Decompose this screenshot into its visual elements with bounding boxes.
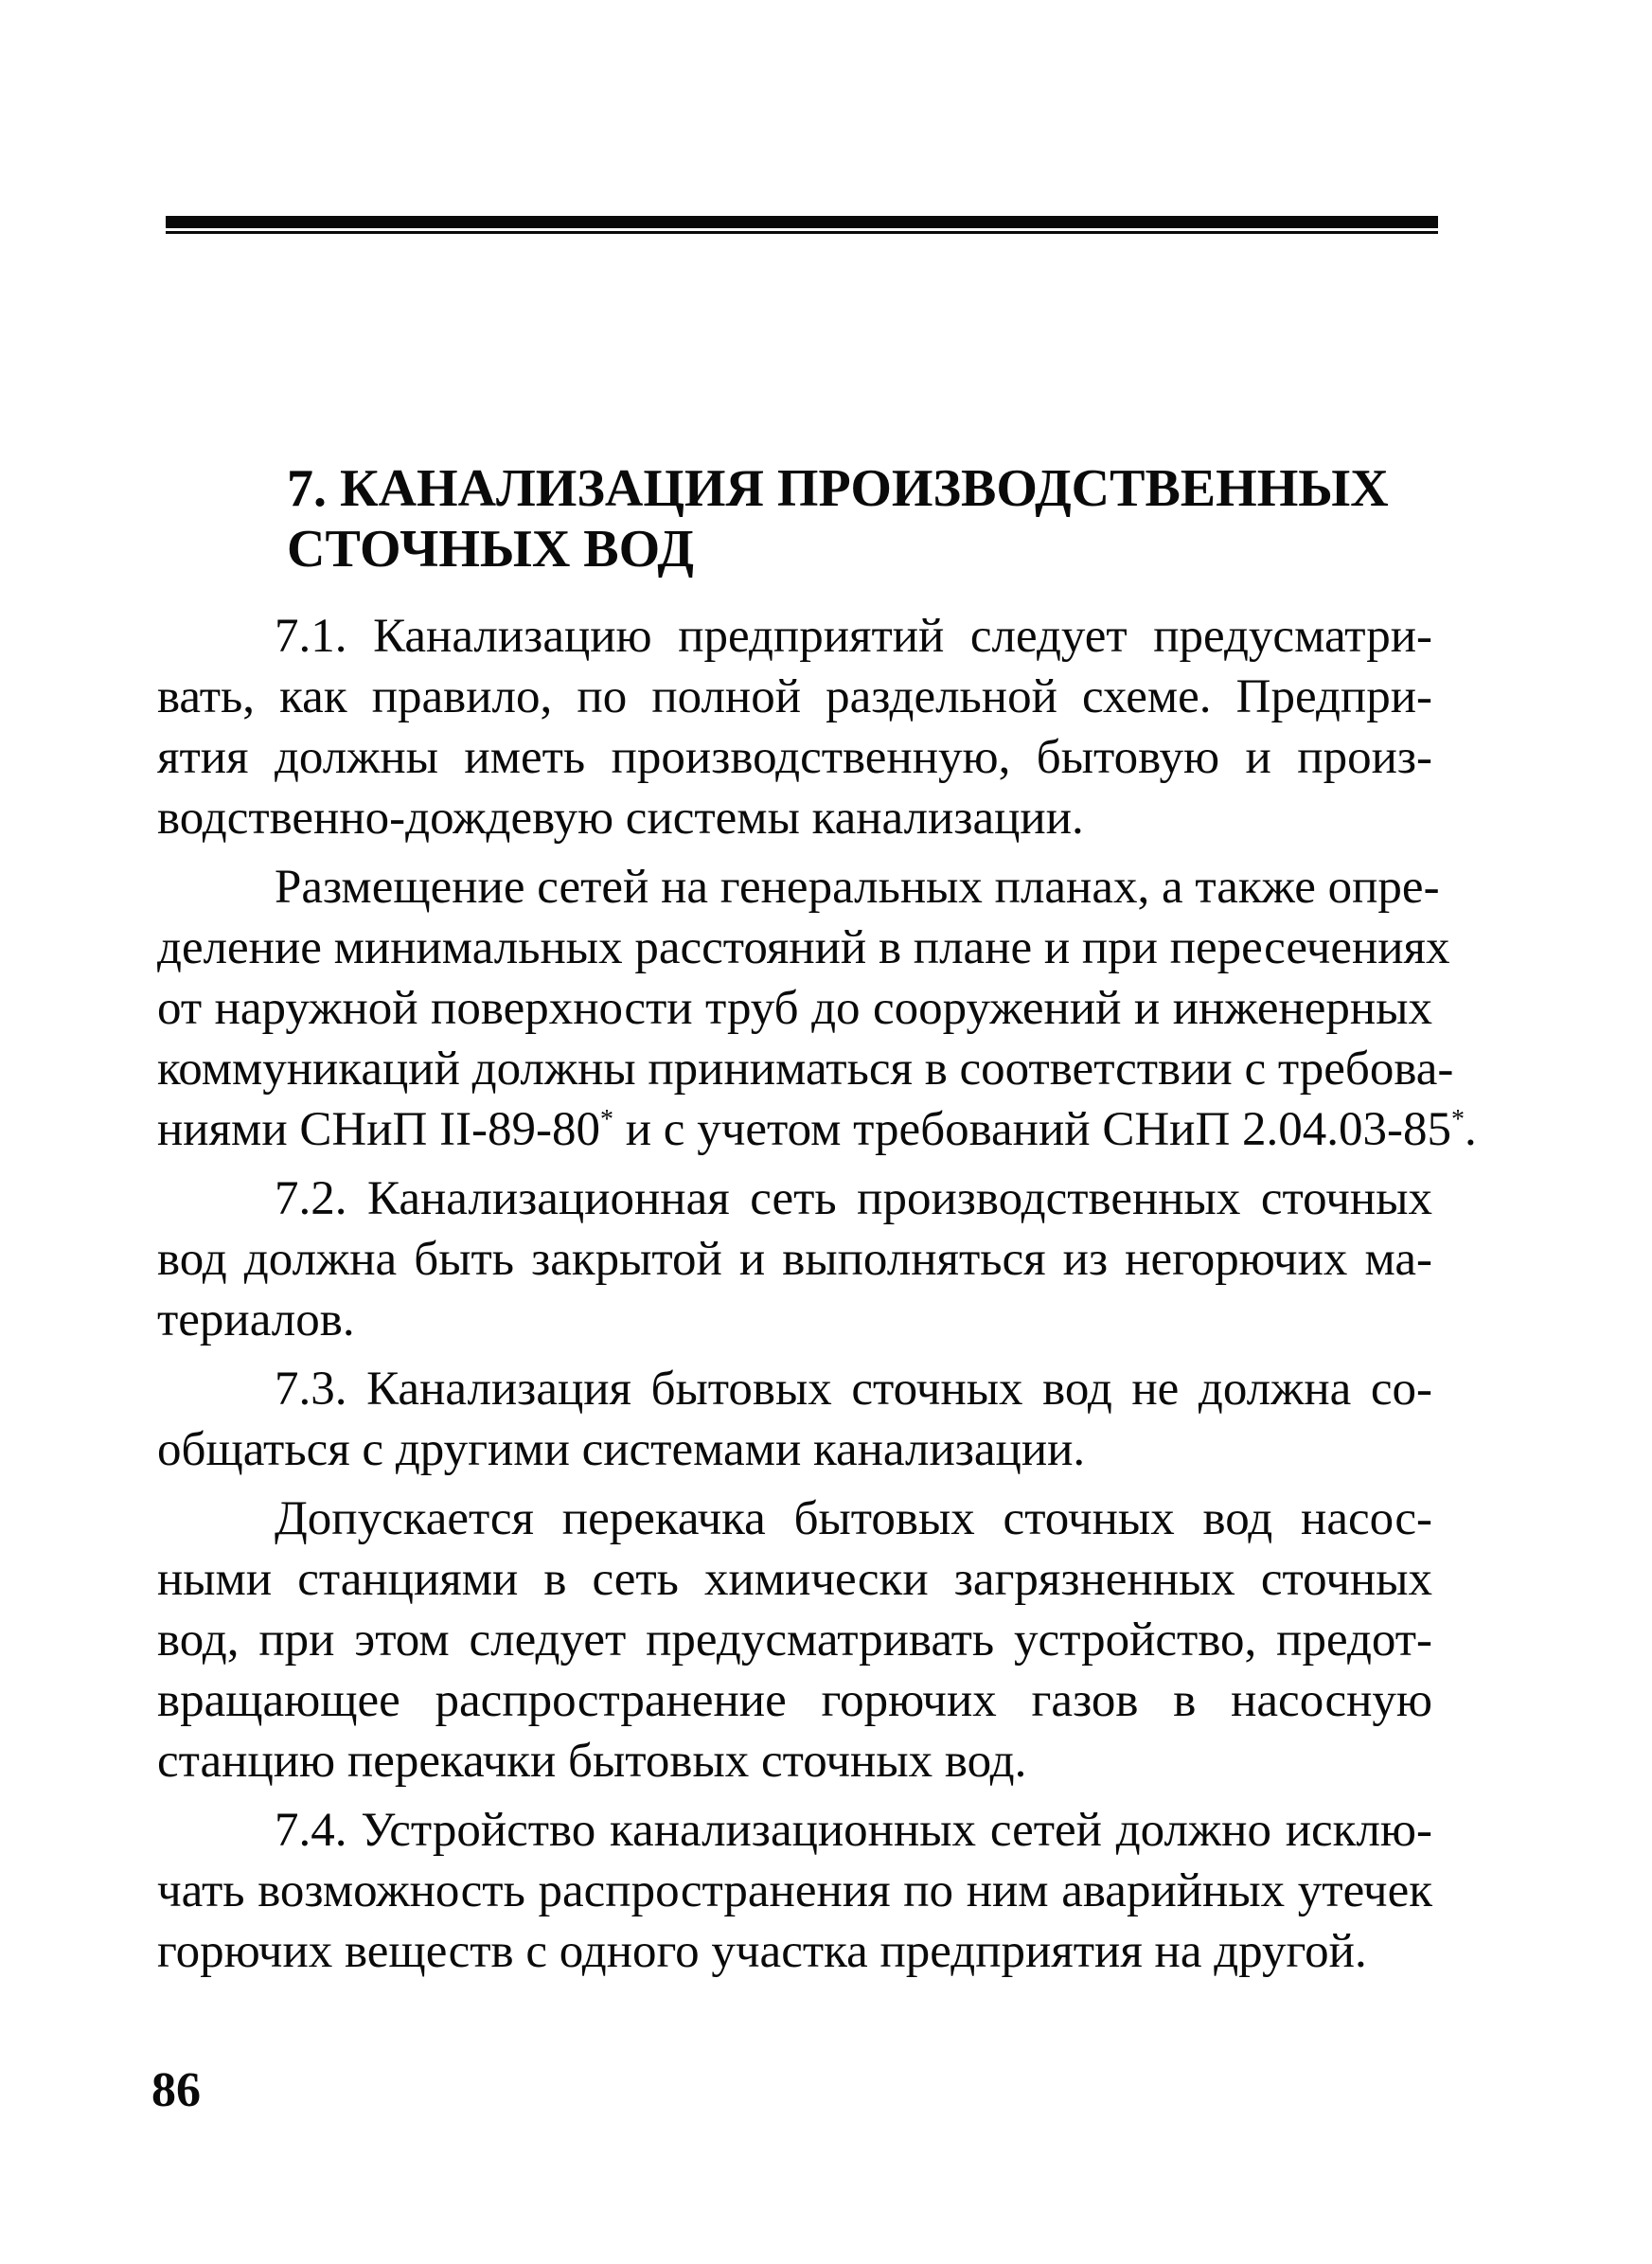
text-line: вращающее распространение горючих газов в насосную bbox=[157, 1674, 1432, 1727]
header-rule-thin bbox=[166, 231, 1438, 234]
page-number: 86 bbox=[151, 2063, 201, 2117]
text-segment: . bbox=[1465, 1103, 1477, 1156]
text-line: горючих веществ с одного участка предприятия на другой. bbox=[157, 1925, 1367, 1978]
text-line: 7.1. Канализацию предприятий следует предусматри- bbox=[275, 610, 1432, 663]
text-segment: и с учетом требований СНиП 2.04.03-85 bbox=[613, 1103, 1452, 1156]
text-line: деление минимальных расстояний в плане и при пересечениях bbox=[157, 921, 1450, 974]
paragraph-pumping bbox=[157, 1489, 1432, 1792]
text-line: Допускается перекачка бытовых сточных вод насос- bbox=[275, 1492, 1432, 1545]
body-text bbox=[157, 606, 1477, 1990]
text-line: чать возможность распространения по ним аварийных утечек bbox=[157, 1864, 1432, 1917]
text-line: от наружной поверхности труб до сооружений и инженерных bbox=[157, 982, 1432, 1035]
text-line: вать, как правило, по полной раздельной схеме. Предпри- bbox=[157, 670, 1432, 723]
paragraph-7-3 bbox=[157, 1359, 1432, 1480]
text-line-with-references bbox=[157, 1099, 1477, 1160]
text-line: коммуникаций должны приниматься в соответствии с требова- bbox=[157, 1043, 1454, 1096]
paragraph-7-2 bbox=[157, 1168, 1432, 1350]
footnote-mark: * bbox=[600, 1105, 614, 1134]
text-line: 7.3. Канализация бытовых сточных вод не должна со- bbox=[275, 1363, 1432, 1416]
text-line: териалов. bbox=[157, 1293, 355, 1346]
text-line: ятия должны иметь производственную, бытовую и произ- bbox=[157, 731, 1432, 784]
text-line: водственно-дождевую системы канализации. bbox=[157, 792, 1084, 845]
text-line: Размещение сетей на генеральных планах, а также опре- bbox=[275, 861, 1440, 914]
section-heading bbox=[287, 458, 1423, 579]
text-line: вод должна быть закрытой и выполняться из негорючих ма- bbox=[157, 1233, 1432, 1286]
text-line: 7.2. Канализационная сеть производственных сточных bbox=[275, 1172, 1432, 1225]
section-heading-line: 7. КАНАЛИЗАЦИЯ ПРОИЗВОДСТВЕННЫХ bbox=[287, 459, 1389, 518]
text-line: ными станциями в сеть химически загрязненных сточных bbox=[157, 1553, 1432, 1606]
text-line: общаться с другими системами канализации. bbox=[157, 1423, 1086, 1476]
section-heading-line: СТОЧНЫХ ВОД bbox=[287, 520, 694, 579]
text-line: 7.4. Устройство канализационных сетей должно исклю- bbox=[275, 1804, 1432, 1857]
paragraph-placement bbox=[157, 857, 1477, 1160]
text-line: вод, при этом следует предусматривать устройство, предот- bbox=[157, 1613, 1432, 1667]
footnote-mark: * bbox=[1451, 1105, 1465, 1134]
paragraph-7-4 bbox=[157, 1800, 1432, 1982]
header-rule bbox=[166, 216, 1438, 228]
paragraph-7-1 bbox=[157, 606, 1432, 848]
text-segment: ниями СНиП II-89-80 bbox=[157, 1103, 601, 1156]
text-line: станцию перекачки бытовых сточных вод. bbox=[157, 1735, 1027, 1788]
